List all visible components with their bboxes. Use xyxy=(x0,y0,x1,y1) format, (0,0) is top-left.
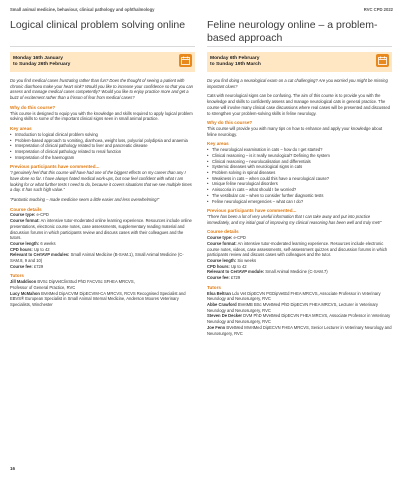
quote: “Fantastic teaching – made medicine seem a little easier and less overwhelming!” xyxy=(10,196,160,202)
calendar-icon xyxy=(376,54,389,67)
list-item: • Anisocoria in cats – what should I be worried? xyxy=(207,187,392,193)
course-dates xyxy=(10,52,195,72)
key-areas-heading: Key areas xyxy=(207,141,229,147)
course-title: Logical clinical problem solving online xyxy=(10,17,195,47)
running-header-left: Small animal medicine, behaviour, clinical pathology and ophthalmology xyxy=(10,7,155,12)
details-heading: Course details xyxy=(10,206,42,212)
list-item: • Interpretation of clinical pathology related to liver and pancreatic disease xyxy=(10,143,195,149)
cpd-hours: CPD hours: Up to 42 xyxy=(207,263,247,269)
course-format: Course format: An intensive tutor-moderated learning experience. Resources include electronic course notes, videos, case assessments, self-assessment quizzes and discussion forums in which participants review and discuss cases with colleagues and the tutor. xyxy=(207,240,388,258)
course-body xyxy=(10,78,195,308)
running-header-right: RVC CPD 2022 xyxy=(363,7,393,12)
running-header xyxy=(10,7,393,15)
quote: “I genuinely feel that this course will have had one of the biggest effects on my career than any I have done so far. I have always hated medical work-ups, but now feel confident with what I am looking for or what further tests I need to do, because it covers situations that we see multiple times a day. It has such high value.” xyxy=(10,170,192,193)
course-dates xyxy=(207,52,392,72)
tutor: Jill Maddison BVSc DipVetClinStud PhD FACVSc SFHEA MRCVS, Professor of General Practice, RVC xyxy=(10,279,135,290)
comments-heading: Previous participants have commented... xyxy=(207,208,297,214)
key-areas-list xyxy=(10,132,195,161)
intro-text: Do you find medical cases frustrating rather than fun? Does the thought of seeing a patient with chronic diarrhoea make your heart sink? Would you like to increase your confidence so that you can assess and manage medical cases competently? Would you like to enjoy practice more and get a buzz of excitement rather than a frisson of fear from medical cases? xyxy=(10,78,193,101)
why-text: This course will provide you with many tips on how to enhance and apply your knowledge about feline neurology. xyxy=(207,126,383,137)
start-date: Monday 16th January xyxy=(13,56,64,61)
key-areas-list xyxy=(207,147,392,204)
tutor: Joe Fenn BVetMed MVetMed DipECVN FHEA MRCVS, Senior Lecturer in Veterinary Neurology and Neurosurgery, RVC xyxy=(207,324,392,336)
details-heading: Course details xyxy=(207,229,239,235)
comments-heading: Previous participants have commented... xyxy=(10,164,100,170)
tutor: Elsa Beltran Ldo Vet DipECVN PGDipVetEd FHEA MRCVS, Associate Professor in Veterinary Neurology and Neurosurgery, RVC xyxy=(207,290,381,302)
start-date: Monday 6th February xyxy=(210,56,260,61)
tutors-heading: Tutors xyxy=(207,284,221,290)
end-date: to Sunday 26th February xyxy=(13,61,71,67)
end-date: to Sunday 19th March xyxy=(210,61,261,67)
certavp-modules: Relevant to CertAVP modules: Small Animal Medicine (B-SAM.1), Small Animal Medicine (C-SAM.8, 9 and 10) xyxy=(10,252,184,264)
course-body xyxy=(207,78,392,336)
list-item: • Weakness in cats – when could this have a neurological cause? xyxy=(207,176,392,182)
list-item: • Introduction to logical clinical problem solving xyxy=(10,132,195,138)
tutor: Abbe Crawford BVetMB BSc MVetMed PhD DipECVN FHEA MRCVS, Lecturer in Veterinary Neurology and Neurosurgery, RVC xyxy=(207,302,378,313)
tutor: Lucy McMahon BVetMed DipACVIM DipECVIM-CA MRCVS, RCVS Recognised Specialist and EBVS® European Specialist in Small Animal Internal Medicine, Anderson Moores Veterinary Specialists, Winchester xyxy=(10,290,186,308)
list-item: • The vestibular cat – when to consider further diagnostic tests xyxy=(207,193,392,199)
intro-text: Do you find doing a neurological exam on a cat challenging? Are you worried you might be missing important clues? xyxy=(207,78,388,89)
list-item: • Problem-based approach to vomiting, diarrhoea, weight loss, polyuria/ polydipsia and anaemia xyxy=(10,138,195,144)
tutors-heading: Tutors xyxy=(10,273,24,279)
list-item: • Feline neurological emergencies – what can I do? xyxy=(207,199,392,205)
list-item: • Interpretation of clinical pathology related to renal function xyxy=(10,149,195,155)
list-item: • Interpretation of the haemogram xyxy=(10,155,195,161)
course-fee: Course fee: £729 xyxy=(10,263,44,269)
key-areas-heading: Key areas xyxy=(10,126,32,132)
course-column-left xyxy=(10,17,195,308)
list-item: • Problem solving in spinal diseases xyxy=(207,170,392,176)
list-item: • Systemic diseases with neurological signs in cats xyxy=(207,164,392,170)
course-format: Course format: An intensive tutor-moderated online learning experience. Resources include online presentations, electronic course notes, case assessments, supplementary reading material and discussion forums in which participants review and discuss cases with their colleagues and the tutors. xyxy=(10,218,192,241)
certavp-module: Relevant to CertAVP module: Small Animal Medicine (C-SAM.7) xyxy=(207,269,328,275)
course-column-right xyxy=(207,17,392,336)
list-item: • The neurological examination in cats – how do I get started? xyxy=(207,147,392,153)
course-title: Feline neurology online – a problem-based approach xyxy=(207,17,392,47)
calendar-icon xyxy=(179,54,192,67)
course-length: Course length: 6 weeks xyxy=(10,240,56,246)
tutor: Steven De Decker DVM PhD MVetMed DipECVN FHEA MRCVS, Associate Professor in Veterinary Neurology and Neurosurgery, RVC xyxy=(207,313,391,325)
list-item: • Clinical reasoning – is it really neurological? Defining the system xyxy=(207,153,392,159)
course-length: Course length: Six weeks xyxy=(207,258,257,264)
course-fee: Course fee: £729 xyxy=(207,275,241,281)
page-number: 16 xyxy=(10,466,16,471)
course-type: Course type: e-CPD xyxy=(207,235,246,241)
course-type: Course type: e-CPD xyxy=(10,212,49,218)
list-item: • Unique feline neurological disorders xyxy=(207,181,392,187)
why-text: This course is designed to equip you with the knowledge and skills required to apply logical problem solving skills to some of the important clinical signs seen in small animal practice. xyxy=(10,110,193,122)
why-heading: Why do this course? xyxy=(10,104,56,110)
why-heading: Why do this course? xyxy=(207,120,253,126)
list-item: • Clinical reasoning – neurolocalisation and differentials xyxy=(207,159,392,165)
cpd-hours: CPD hours: Up to 42 xyxy=(10,246,50,252)
quote: “There has been a lot of very useful information that I can take away and put into practice immediately, and my initial goal of improving my clinical reasoning has been well and truly met!” xyxy=(207,214,382,225)
intro-text-2: Cats with neurological signs can be confusing. The aim of this course is to provide you with the knowledge and skills to confidently assess and manage neurological cats in general practice. The course will involve many clinical case discussions where real cases will be presented and discussed to strengthen your problem-solving skills in feline neurology. xyxy=(207,93,390,116)
